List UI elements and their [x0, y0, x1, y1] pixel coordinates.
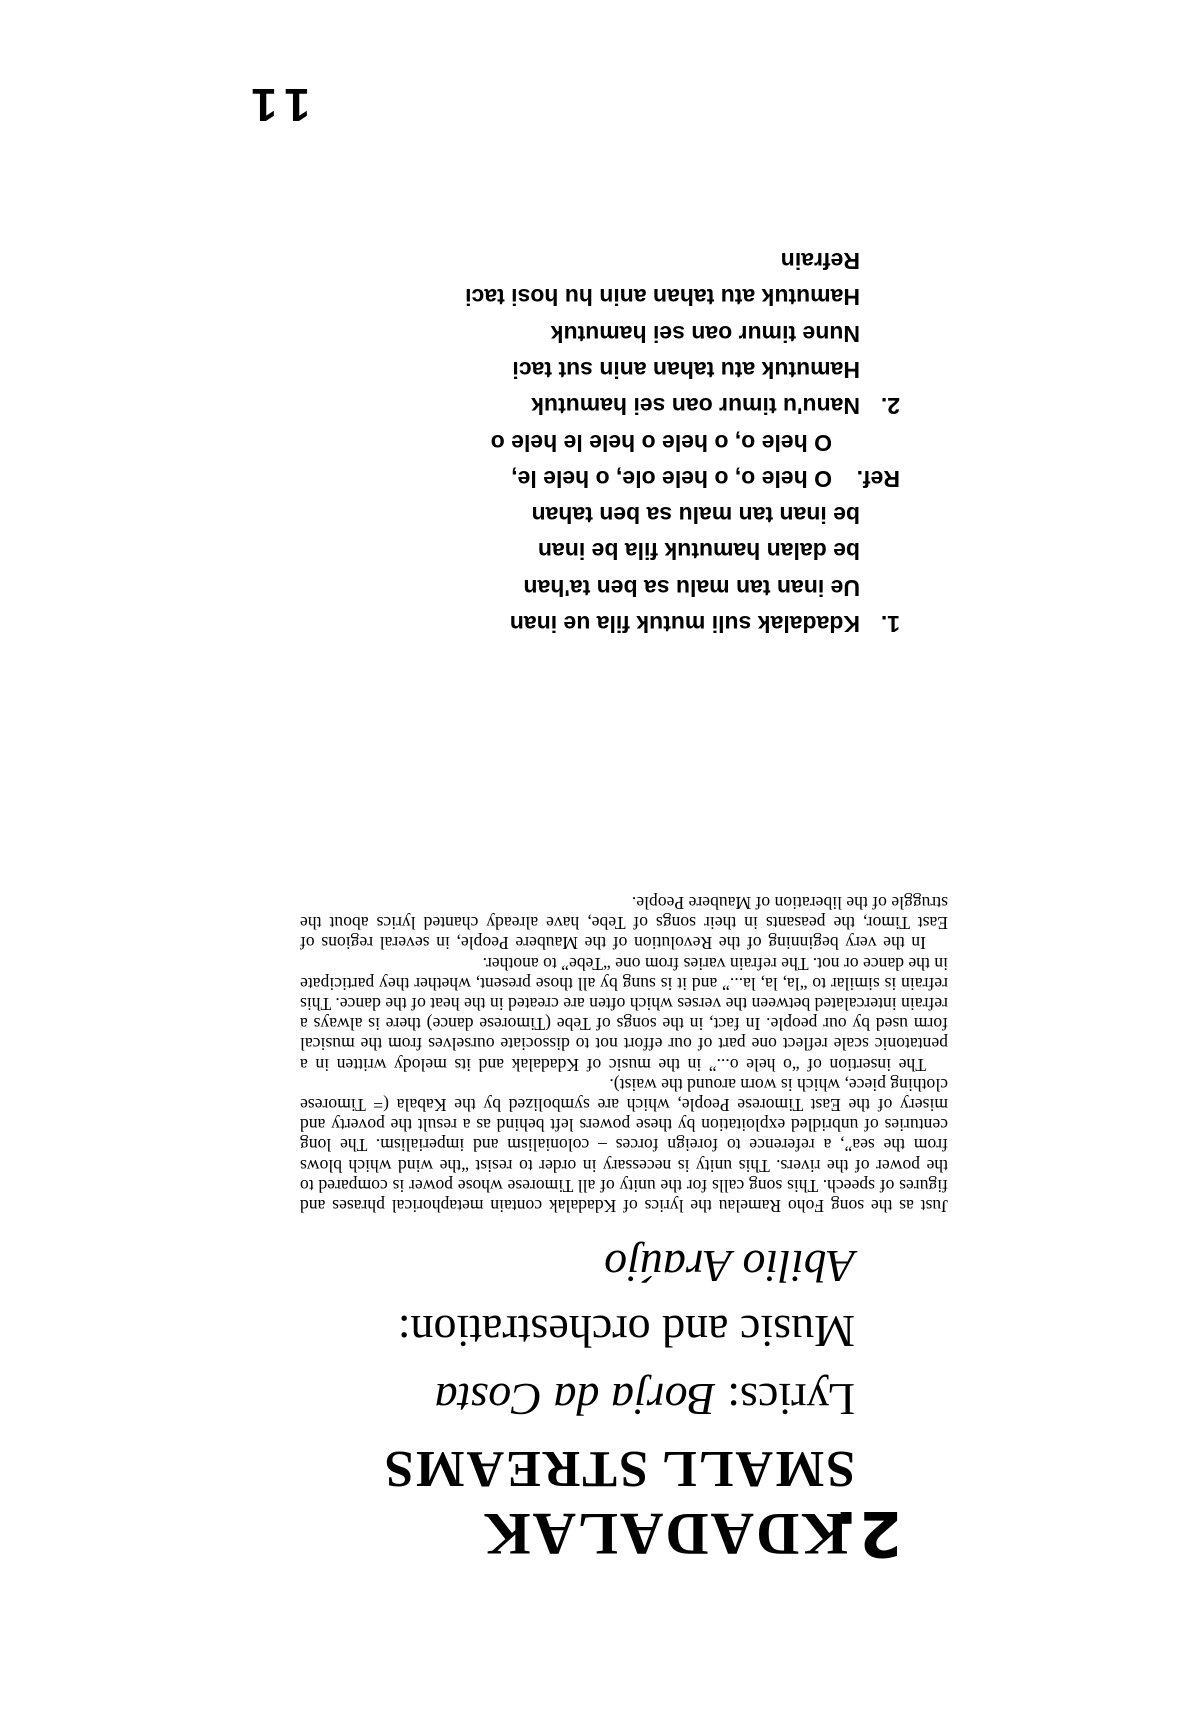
song-subtitle: SMALL STREAMS	[382, 1440, 855, 1497]
verse-number: 2.	[880, 393, 900, 420]
lyric-line: Ref.O hele o, o hele ole, o hele le,	[280, 461, 900, 497]
music-credit-author: Abilio Araújo	[604, 1241, 855, 1292]
song-number: 2.	[833, 1497, 902, 1570]
lyric-line: Ue inan tan malu sa ben ta'han	[523, 574, 860, 601]
description-paragraph: In the very beginning of the Revolution of the Maubere People, in several regions of East Timor, the peasants in their songs of Tebe, have already chanted lyrics about the struggle of the liberation of Maubere People.	[300, 892, 948, 954]
lyrics-author: Borja da Costa	[434, 1374, 716, 1425]
lyric-line: Hamutuk atu tahan anin sut taci	[512, 356, 860, 383]
song-lyrics	[280, 243, 900, 642]
lyric-line: O hele o, o hele o hele le hele o	[490, 429, 832, 456]
music-credit-label: Music and orchestration:	[397, 1306, 855, 1357]
refrain-label: Ref.	[856, 465, 900, 492]
refrain-closing: Refrain	[780, 248, 860, 275]
lyric-line: Hamutuk atu tahan anin hu hosi taci	[465, 284, 860, 311]
lyric-line: 2.Nanu'u timur oan sei hamutuk	[280, 388, 900, 424]
description-paragraph: Just as the song Foho Ramelau the lyrics of Kdadalak contain metaphorical phrases and figures of speech. This song calls for the unity of all Timorese whose power is compared to the power of the rivers. This unity is necessary in order to resist “the wind which blows from the sea”, a reference to foreign forces – colonialism and imperialism. The long centuries of unbridled exploitation by these powers left behind as a result the poverty and misery of the East Timorese People, which are symbolized by the Kabala (= Timorese clothing piece, which is worn around the waist).	[300, 1074, 948, 1216]
song-description	[300, 893, 948, 1216]
description-paragraph: The insertion of “o hele o...” in the music of Kdadalak and its melody written in a pentatonic scale reflect one part of our effort not to dissociate ourselves from the musical form used by our people. In fact, in the songs of Tebe (Timorese dance) there is always a refrain intercalated between the verses which often are created in the heat of the dance. This refrain is similar to “la, la, la...” and it is sung by all those present, whether they participate in the dance or not. The refrain varies from one “Tebe” to another.	[300, 953, 948, 1075]
lyric-line: be inan tan malu sa ben tahan	[531, 502, 860, 529]
lyric-line: 1.Kdadalak suli mutuk fila ue inan	[280, 606, 900, 642]
song-title: KDADALAK	[481, 1501, 848, 1567]
page-number: 11	[241, 79, 310, 131]
verse-number: 1.	[880, 611, 900, 637]
lyrics-label: Lyrics:	[727, 1374, 855, 1425]
lyric-line: be dalan hamutuk fila be inan	[537, 538, 860, 565]
lyric-line: Nune timur oan sei hamutuk	[550, 320, 860, 347]
lyrics-credit	[434, 1374, 855, 1425]
